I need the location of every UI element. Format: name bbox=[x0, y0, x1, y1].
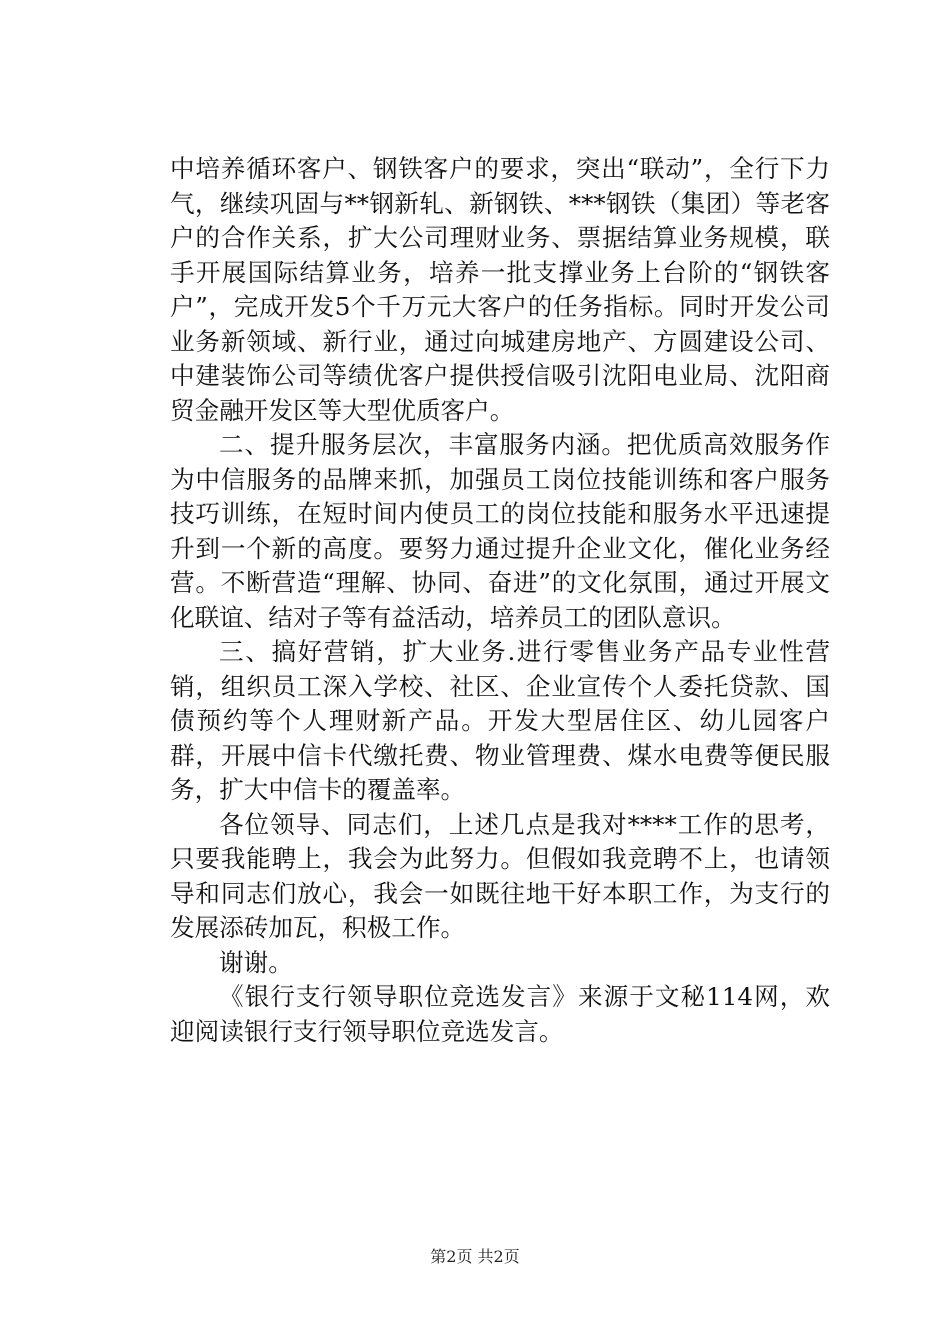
paragraph-5: 谢谢。 bbox=[219, 947, 293, 977]
paragraph-3: 三、搞好营销，扩大业务.进行零售业务产品专业性营销，组织员工深入学校、社区、企业宣传个人委托贷款、国债预约等个人理财新产品。开发大型居住区、幼儿园客户群，开展中信卡代缴托费、物业管理费、煤水电费等便民服务，扩大中信卡的覆盖率。 bbox=[170, 637, 830, 804]
document-body bbox=[170, 152, 830, 1049]
paragraph-1: 中培养循环客户、钢铁客户的要求，突出“联动”，全行下力气，继续巩固与**钢新轧、新钢铁、***钢铁（集团）等老客户的合作关系，扩大公司理财业务、票据结算业务规模，联手开展国际结算业务，培养一批支撑业务上台阶的“钢铁客户”，完成开发5个千万元大客户的任务指标。同时开发公司业务新领域、新行业，通过向城建房地产、方圆建设公司、中建装饰公司等绩优客户提供授信吸引沈阳电业局、沈阳商贸金融开发区等大型优质客户。 bbox=[170, 154, 830, 425]
paragraph-2: 二、提升服务层次，丰富服务内涵。把优质高效服务作为中信服务的品牌来抓，加强员工岗位技能训练和客户服务技巧训练，在短时间内使员工的岗位技能和服务水平迅速提升到一个新的高度。要努力通过提升企业文化，催化业务经营。不断营造“理解、协同、奋进”的文化氛围，通过开展文化联谊、结对子等有益活动，培养员工的团队意识。 bbox=[170, 430, 830, 632]
page-number-footer: 第2页 共2页 bbox=[430, 1247, 520, 1266]
paragraph-6: 《银行支行领导职位竞选发言》来源于文秘114网，欢迎阅读银行支行领导职位竞选发言。 bbox=[170, 982, 830, 1046]
paragraph-4: 各位领导、同志们，上述几点是我对****工作的思考，只要我能聘上，我会为此努力。但假如我竞聘不上，也请领导和同志们放心，我会一如既往地干好本职工作，为支行的发展添砖加瓦，积极工作。 bbox=[170, 809, 830, 942]
